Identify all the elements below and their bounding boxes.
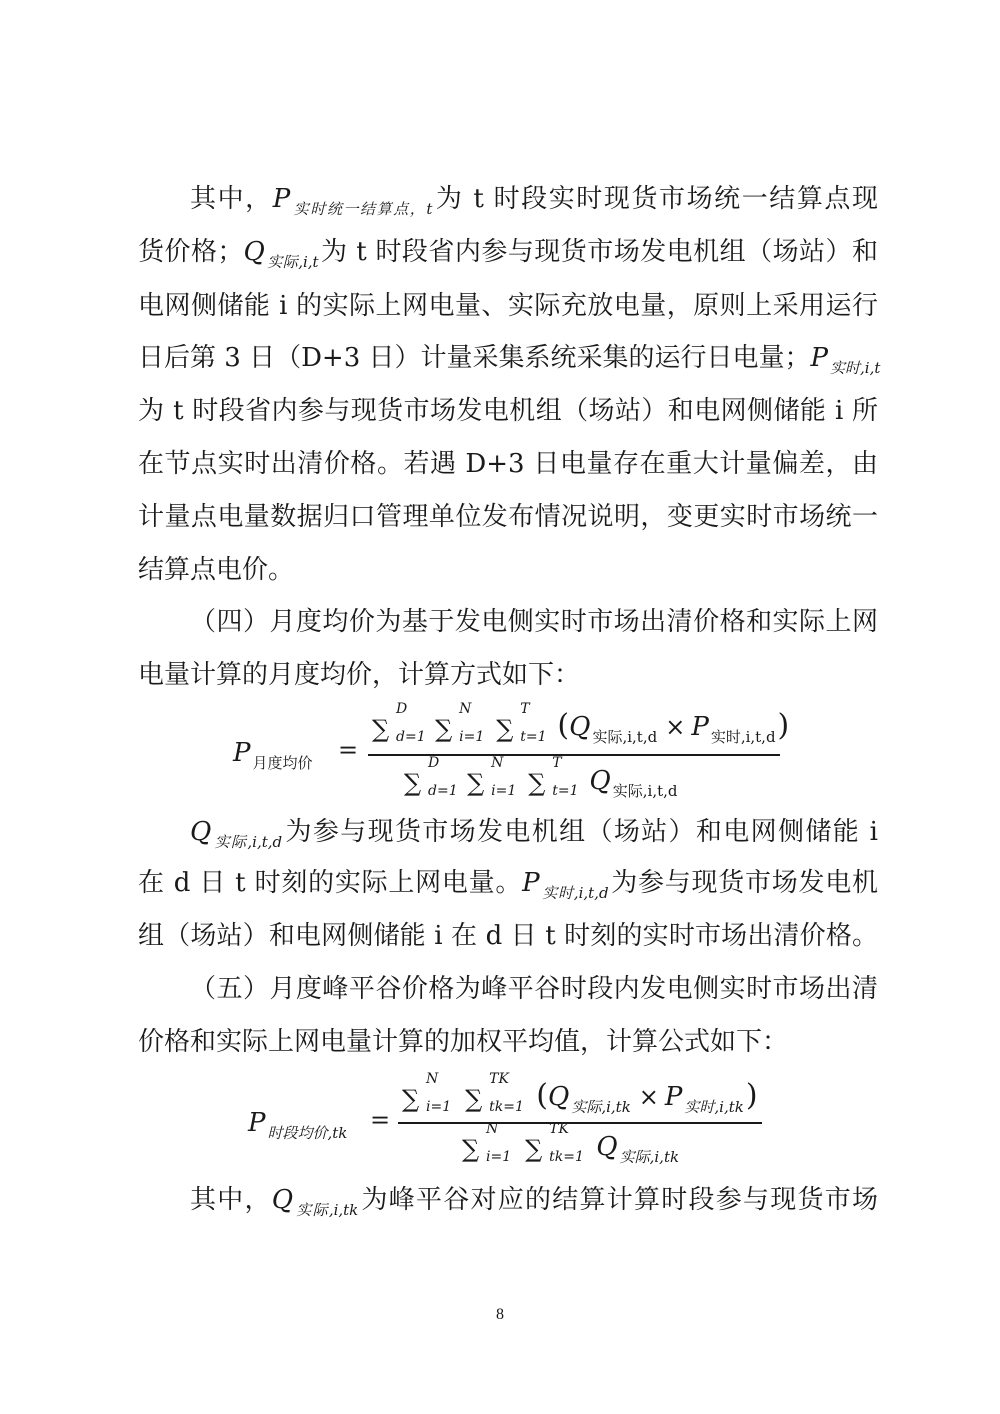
paragraph-line: 电网侧储能 i 的实际上网电量、实际充放电量，原则上采用运行 (138, 291, 878, 321)
line-text: 为峰平谷对应的结算计算时段参与现货市场 (360, 1185, 878, 1215)
math-variable: Q (589, 766, 611, 796)
sum-lower-limit: tk=1 (489, 1098, 524, 1115)
sum-lower-limit: i=1 (459, 728, 485, 745)
formula-equals: = (370, 1106, 391, 1134)
math-subscript: 实时,i,t,d (541, 884, 609, 902)
paren-close: ) (745, 1078, 758, 1113)
sum-upper-limit: N (486, 1120, 499, 1137)
sum-lower-limit: t=1 (520, 728, 547, 745)
math-subscript: 实际,i,t,d (213, 833, 283, 851)
paragraph-line (190, 817, 878, 850)
sum-symbol: ∑ (462, 1134, 480, 1163)
formula-numerator (372, 700, 790, 746)
math-variable: Q (271, 1185, 294, 1215)
math-variable: P (248, 1108, 266, 1138)
times-symbol: × (638, 1083, 659, 1111)
sum-lower-limit: d=1 (428, 782, 458, 799)
paren-open: ( (557, 708, 570, 743)
paragraph-line: 电量计算的月度均价，计算方式如下： (138, 660, 581, 690)
sum-upper-limit: N (426, 1070, 439, 1087)
sum-upper-limit: N (459, 700, 472, 717)
paragraph-line: 为 t 时段省内参与现货市场发电机组（场站）和电网侧储能 i 所 (138, 396, 878, 426)
line-text: 在 d 日 t 时刻的实际上网电量。 (138, 868, 523, 898)
paragraph-line (138, 868, 878, 901)
math-variable: P (810, 343, 829, 373)
paragraph-line: （四）月度均价为基于发电侧实时市场出清价格和实际上网 (190, 607, 878, 637)
paragraph-line (138, 343, 881, 377)
sum-upper-limit: D (428, 754, 440, 771)
line-text: 其中， (190, 1185, 272, 1215)
line-text: 为 t 时段实时现货市场统一结算点现 (434, 184, 878, 214)
math-subscript: 月度均价 (252, 754, 313, 772)
math-subscript: 实时,i,t (830, 359, 881, 377)
sum-symbol: ∑ (402, 1084, 420, 1113)
sum-symbol: ∑ (435, 714, 453, 743)
fraction-bar (398, 1122, 762, 1124)
sum-lower-limit: i=1 (491, 782, 517, 799)
paragraph-line (190, 184, 878, 217)
math-variable: P (664, 1082, 683, 1112)
math-variable: P (233, 738, 251, 768)
formula-lhs (248, 1108, 349, 1142)
math-subscript: 实际,i,t (266, 253, 319, 271)
sum-symbol: ∑ (372, 714, 390, 743)
sum-symbol: ∑ (467, 768, 485, 797)
sum-upper-limit: T (552, 754, 562, 771)
math-subscript: 实际,i,tk (571, 1098, 631, 1116)
sum-upper-limit: D (396, 700, 408, 717)
formula-monthly-average (0, 700, 1000, 810)
paren-open: ( (536, 1078, 548, 1113)
sum-symbol: ∑ (404, 768, 422, 797)
line-text: 为参与现货市场发电机 (610, 868, 878, 898)
sum-lower-limit: t=1 (552, 782, 579, 799)
math-subscript: 实时,i,t,d (710, 728, 776, 746)
math-subscript: 实时统一结算点，t (292, 200, 433, 218)
paragraph-line (138, 237, 878, 270)
formula-period-average (0, 1070, 1000, 1170)
paragraph-line: 在节点实时出清价格。若遇 D+3 日电量存在重大计量偏差，由 (138, 449, 878, 479)
math-subscript: 实际,i,tk (619, 1148, 680, 1166)
sum-symbol: ∑ (496, 714, 514, 743)
line-text: 为参与现货市场发电机组（场站）和电网侧储能 i (284, 817, 878, 847)
sum-upper-limit: TK (549, 1120, 569, 1137)
math-subscript: 实际,i,tk (295, 1201, 359, 1219)
sum-lower-limit: i=1 (426, 1098, 452, 1115)
math-variable: Q (548, 1082, 570, 1112)
math-variable: Q (569, 712, 591, 742)
sum-lower-limit: i=1 (486, 1148, 512, 1165)
math-variable: P (691, 712, 709, 742)
math-variable: Q (190, 817, 212, 847)
sum-lower-limit: tk=1 (549, 1148, 584, 1165)
formula-denominator (404, 754, 679, 800)
paragraph-line: 结算点电价。 (138, 555, 295, 585)
formula-equals: = (338, 736, 359, 764)
sum-lower-limit: d=1 (396, 728, 426, 745)
paragraph-line: 价格和实际上网电量计算的加权平均值，计算公式如下： (138, 1027, 789, 1057)
sum-symbol: ∑ (465, 1084, 483, 1113)
formula-lhs (233, 738, 315, 772)
math-variable: P (522, 868, 540, 898)
line-text: 日后第 3 日（D+3 日）计量采集系统采集的运行日电量； (138, 343, 811, 373)
paragraph-line: 组（场站）和电网侧储能 i 在 d 日 t 时刻的实时市场出清价格。 (138, 921, 878, 951)
times-symbol: × (665, 713, 686, 741)
line-text: 为 t 时段省内参与现货市场发电机组（场站）和 (320, 237, 878, 267)
paragraph-line: （五）月度峰平谷价格为峰平谷时段内发电侧实时市场出清 (190, 974, 878, 1004)
line-text: 货价格； (138, 237, 244, 267)
sum-upper-limit: TK (489, 1070, 509, 1087)
paren-close: ) (777, 708, 790, 743)
formula-denominator (462, 1120, 681, 1166)
math-variable: Q (596, 1132, 618, 1162)
math-subscript: 实际,i,t,d (592, 728, 658, 746)
sum-upper-limit: N (491, 754, 504, 771)
math-subscript: 实时,i,tk (684, 1098, 744, 1116)
line-text: 其中， (190, 184, 273, 214)
math-subscript: 时段均价,tk (267, 1124, 348, 1142)
formula-numerator (402, 1070, 758, 1116)
sum-symbol: ∑ (528, 768, 546, 797)
math-subscript: 实际,i,t,d (612, 782, 678, 800)
paragraph-line: 计量点电量数据归口管理单位发布情况说明，变更实时市场统一 (138, 502, 878, 532)
page-number: 8 (496, 1306, 504, 1323)
paragraph-line (190, 1185, 878, 1218)
math-variable: P (272, 184, 291, 214)
sum-upper-limit: T (520, 700, 530, 717)
math-variable: Q (243, 237, 265, 267)
sum-symbol: ∑ (525, 1134, 543, 1163)
